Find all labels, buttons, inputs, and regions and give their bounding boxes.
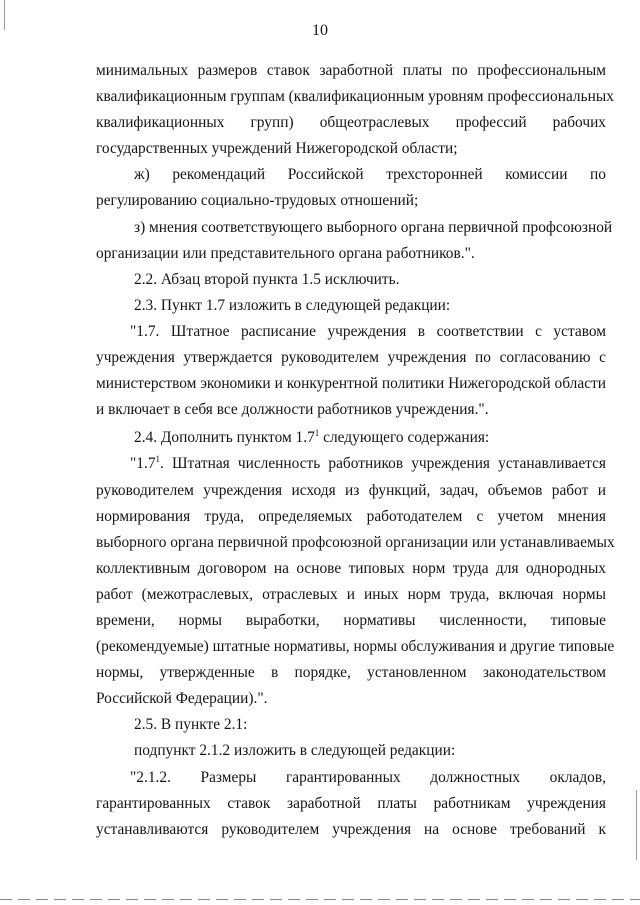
text-line: выборного органа первичной профсоюзной организации или устанавливаемых [96,533,615,551]
text-fragment: 2.4. Дополнить пунктом 1.7 [134,429,315,447]
text-line: организации или представительного органа работников.". [96,244,475,262]
text-line: времени, нормы выработки, нормативы численности, типовые [96,611,606,629]
text-line: минимальных размеров ставок заработной платы по профессиональным [96,62,606,79]
text-line: регулированию социально-трудовых отношений; [96,192,419,210]
text-line: "2.1.2. Размеры гарантированных должностных окладов, [130,768,606,786]
text-line: руководителем учреждения исходя из функций, задач, объемов работ и [96,481,606,499]
text-line: 2.5. В пункте 2.1: [134,716,248,734]
scan-edge-mark [636,790,637,860]
text-line: и включает в себя все должности работников учреждения.". [96,401,489,419]
text-line: государственных учреждений Нижегородской области; [96,140,458,158]
text-line: учреждения утверждается руководителем учреждения по согласованию с [96,349,606,367]
text-line [96,425,606,451]
text-line: квалификационных групп) общеотраслевых профессий рабочих [96,114,606,132]
text-line: работ (межотраслевых, отраслевых и иных норм труда, включая нормы [96,585,606,603]
document-body [96,58,615,843]
text-line: министерством экономики и конкурентной политики Нижегородской области [96,375,606,393]
text-line: коллективным договором на основе типовых норм труда для однородных [96,559,606,577]
text-line: з) мнения соответствующего выборного органа первичной профсоюзной [134,218,613,236]
page-number: 10 [312,22,328,39]
text-line: 2.2. Абзац второй пункта 1.5 исключить. [134,270,400,288]
text-line: (рекомендуемые) штатные нормативы, нормы обслуживания и другие типовые [96,638,615,656]
superscript: 1 [155,454,161,465]
text-line: квалификационным группам (квалификационным уровням профессиональных [96,88,614,106]
text-line: ж) рекомендаций Российской трехсторонней комиссии по [134,166,606,184]
text-line: "1.7. Штатное расписание учреждения в соответствии с уставом [130,322,606,340]
text-fragment: . Штатная численность работников учреждения устанавливается [160,455,606,473]
superscript: 1 [314,428,320,439]
text-line: нормирования труда, определяемых работодателем с учетом мнения [96,507,606,525]
text-line [96,451,606,477]
text-fragment: "1.7 [130,455,156,473]
text-fragment: следующего содержания: [323,429,490,447]
text-line: подпункт 2.1.2 изложить в следующей редакции: [134,742,456,760]
scan-bottom-edge [0,899,640,900]
text-line: гарантированных ставок заработной платы работникам учреждения [96,794,606,812]
text-line: Российской Федерации).". [96,690,268,708]
text-line: нормы, утвержденные в порядке, установленном законодательством [96,664,606,682]
text-line: 2.3. Пункт 1.7 изложить в следующей редакции: [134,296,451,314]
text-line: устанавливаются руководителем учреждения на основе требований к [96,820,606,838]
